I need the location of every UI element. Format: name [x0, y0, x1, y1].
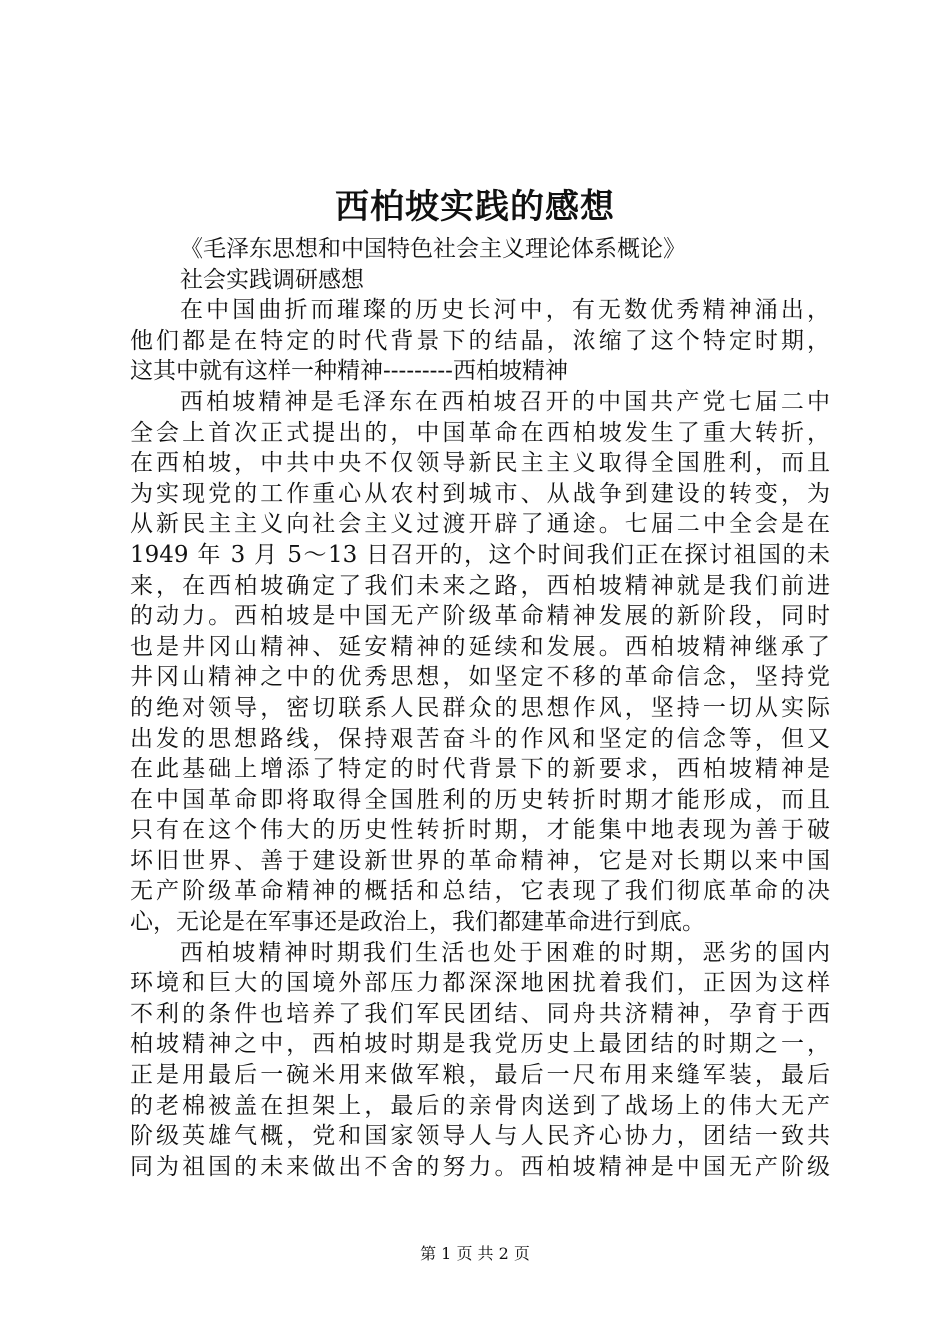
body-line: 全会上首次正式提出的，中国革命在西柏坡发生了重大转折，	[130, 419, 830, 446]
body-line: 《毛泽东思想和中国特色社会主义理论体系概论》	[180, 236, 686, 262]
body-line: 阶级英雄气概，党和国家领导人与人民齐心协力，团结一致共	[130, 1123, 830, 1150]
body-line: 出发的思想路线，保持艰苦奋斗的作风和坚定的信念等，但又	[130, 725, 830, 752]
body-line: 不利的条件也培养了我们军民团结、同舟共济精神，孕育于西	[130, 1000, 830, 1027]
body-line: 的老棉被盖在担架上，最后的亲骨肉送到了战场上的伟大无产	[130, 1092, 830, 1119]
body-line: 社会实践调研感想	[180, 266, 364, 293]
page-footer: 第 1 页 共 2 页	[420, 1244, 530, 1263]
document-body	[130, 234, 830, 1182]
body-line: 在中国曲折而璀璨的历史长河中，有无数优秀精神涌出，	[180, 297, 830, 324]
body-line: 从新民主主义向社会主义过渡开辟了通途。七届二中全会是在	[130, 511, 830, 538]
body-line: 同为祖国的未来做出不舍的努力。西柏坡精神是中国无产阶级	[130, 1153, 830, 1180]
body-line: 西柏坡精神时期我们生活也处于困难的时期，恶劣的国内	[180, 939, 830, 966]
body-line: 在西柏坡，中共中央不仅领导新民主主义取得全国胜利，而且	[130, 450, 830, 477]
body-line: 来，在西柏坡确定了我们未来之路，西柏坡精神就是我们前进	[130, 572, 830, 599]
body-line: 的绝对领导，密切联系人民群众的思想作风，坚持一切从实际	[130, 694, 830, 721]
body-line: 在中国革命即将取得全国胜利的历史转折时期才能形成，而且	[130, 786, 830, 813]
body-line: 1949 年 3 月 5～13 日召开的，这个时间我们正在探讨祖国的未	[130, 541, 830, 568]
body-line: 井冈山精神之中的优秀思想，如坚定不移的革命信念，坚持党	[130, 664, 830, 691]
body-line: 他们都是在特定的时代背景下的结晶，浓缩了这个特定时期，	[130, 327, 830, 354]
body-line: 坏旧世界、善于建设新世界的革命精神，它是对长期以来中国	[130, 847, 830, 874]
body-line: 在此基础上增添了特定的时代背景下的新要求，西柏坡精神是	[130, 756, 830, 783]
body-line: 的动力。西柏坡是中国无产阶级革命精神发展的新阶段，同时	[130, 603, 830, 630]
body-line: 也是井冈山精神、延安精神的延续和发展。西柏坡精神继承了	[130, 633, 830, 660]
body-line: 正是用最后一碗米用来做军粮，最后一尺布用来缝军装，最后	[130, 1062, 830, 1089]
body-line: 心，无论是在军事还是政治上，我们都建革命进行到底。	[130, 909, 705, 936]
document-title: 西柏坡实践的感想	[335, 187, 615, 227]
body-line: 为实现党的工作重心从农村到城市、从战争到建设的转变，为	[130, 480, 830, 507]
body-line: 西柏坡精神是毛泽东在西柏坡召开的中国共产党七届二中	[180, 388, 830, 415]
body-line: 柏坡精神之中，西柏坡时期是我党历史上最团结的时期之一，	[130, 1031, 830, 1058]
body-line: 环境和巨大的国境外部压力都深深地困扰着我们，正因为这样	[130, 970, 830, 997]
body-line: 这其中就有这样一种精神---------西柏坡精神	[130, 358, 568, 385]
body-line: 只有在这个伟大的历史性转折时期，才能集中地表现为善于破	[130, 817, 830, 844]
body-line: 无产阶级革命精神的概括和总结，它表现了我们彻底革命的决	[130, 878, 830, 905]
